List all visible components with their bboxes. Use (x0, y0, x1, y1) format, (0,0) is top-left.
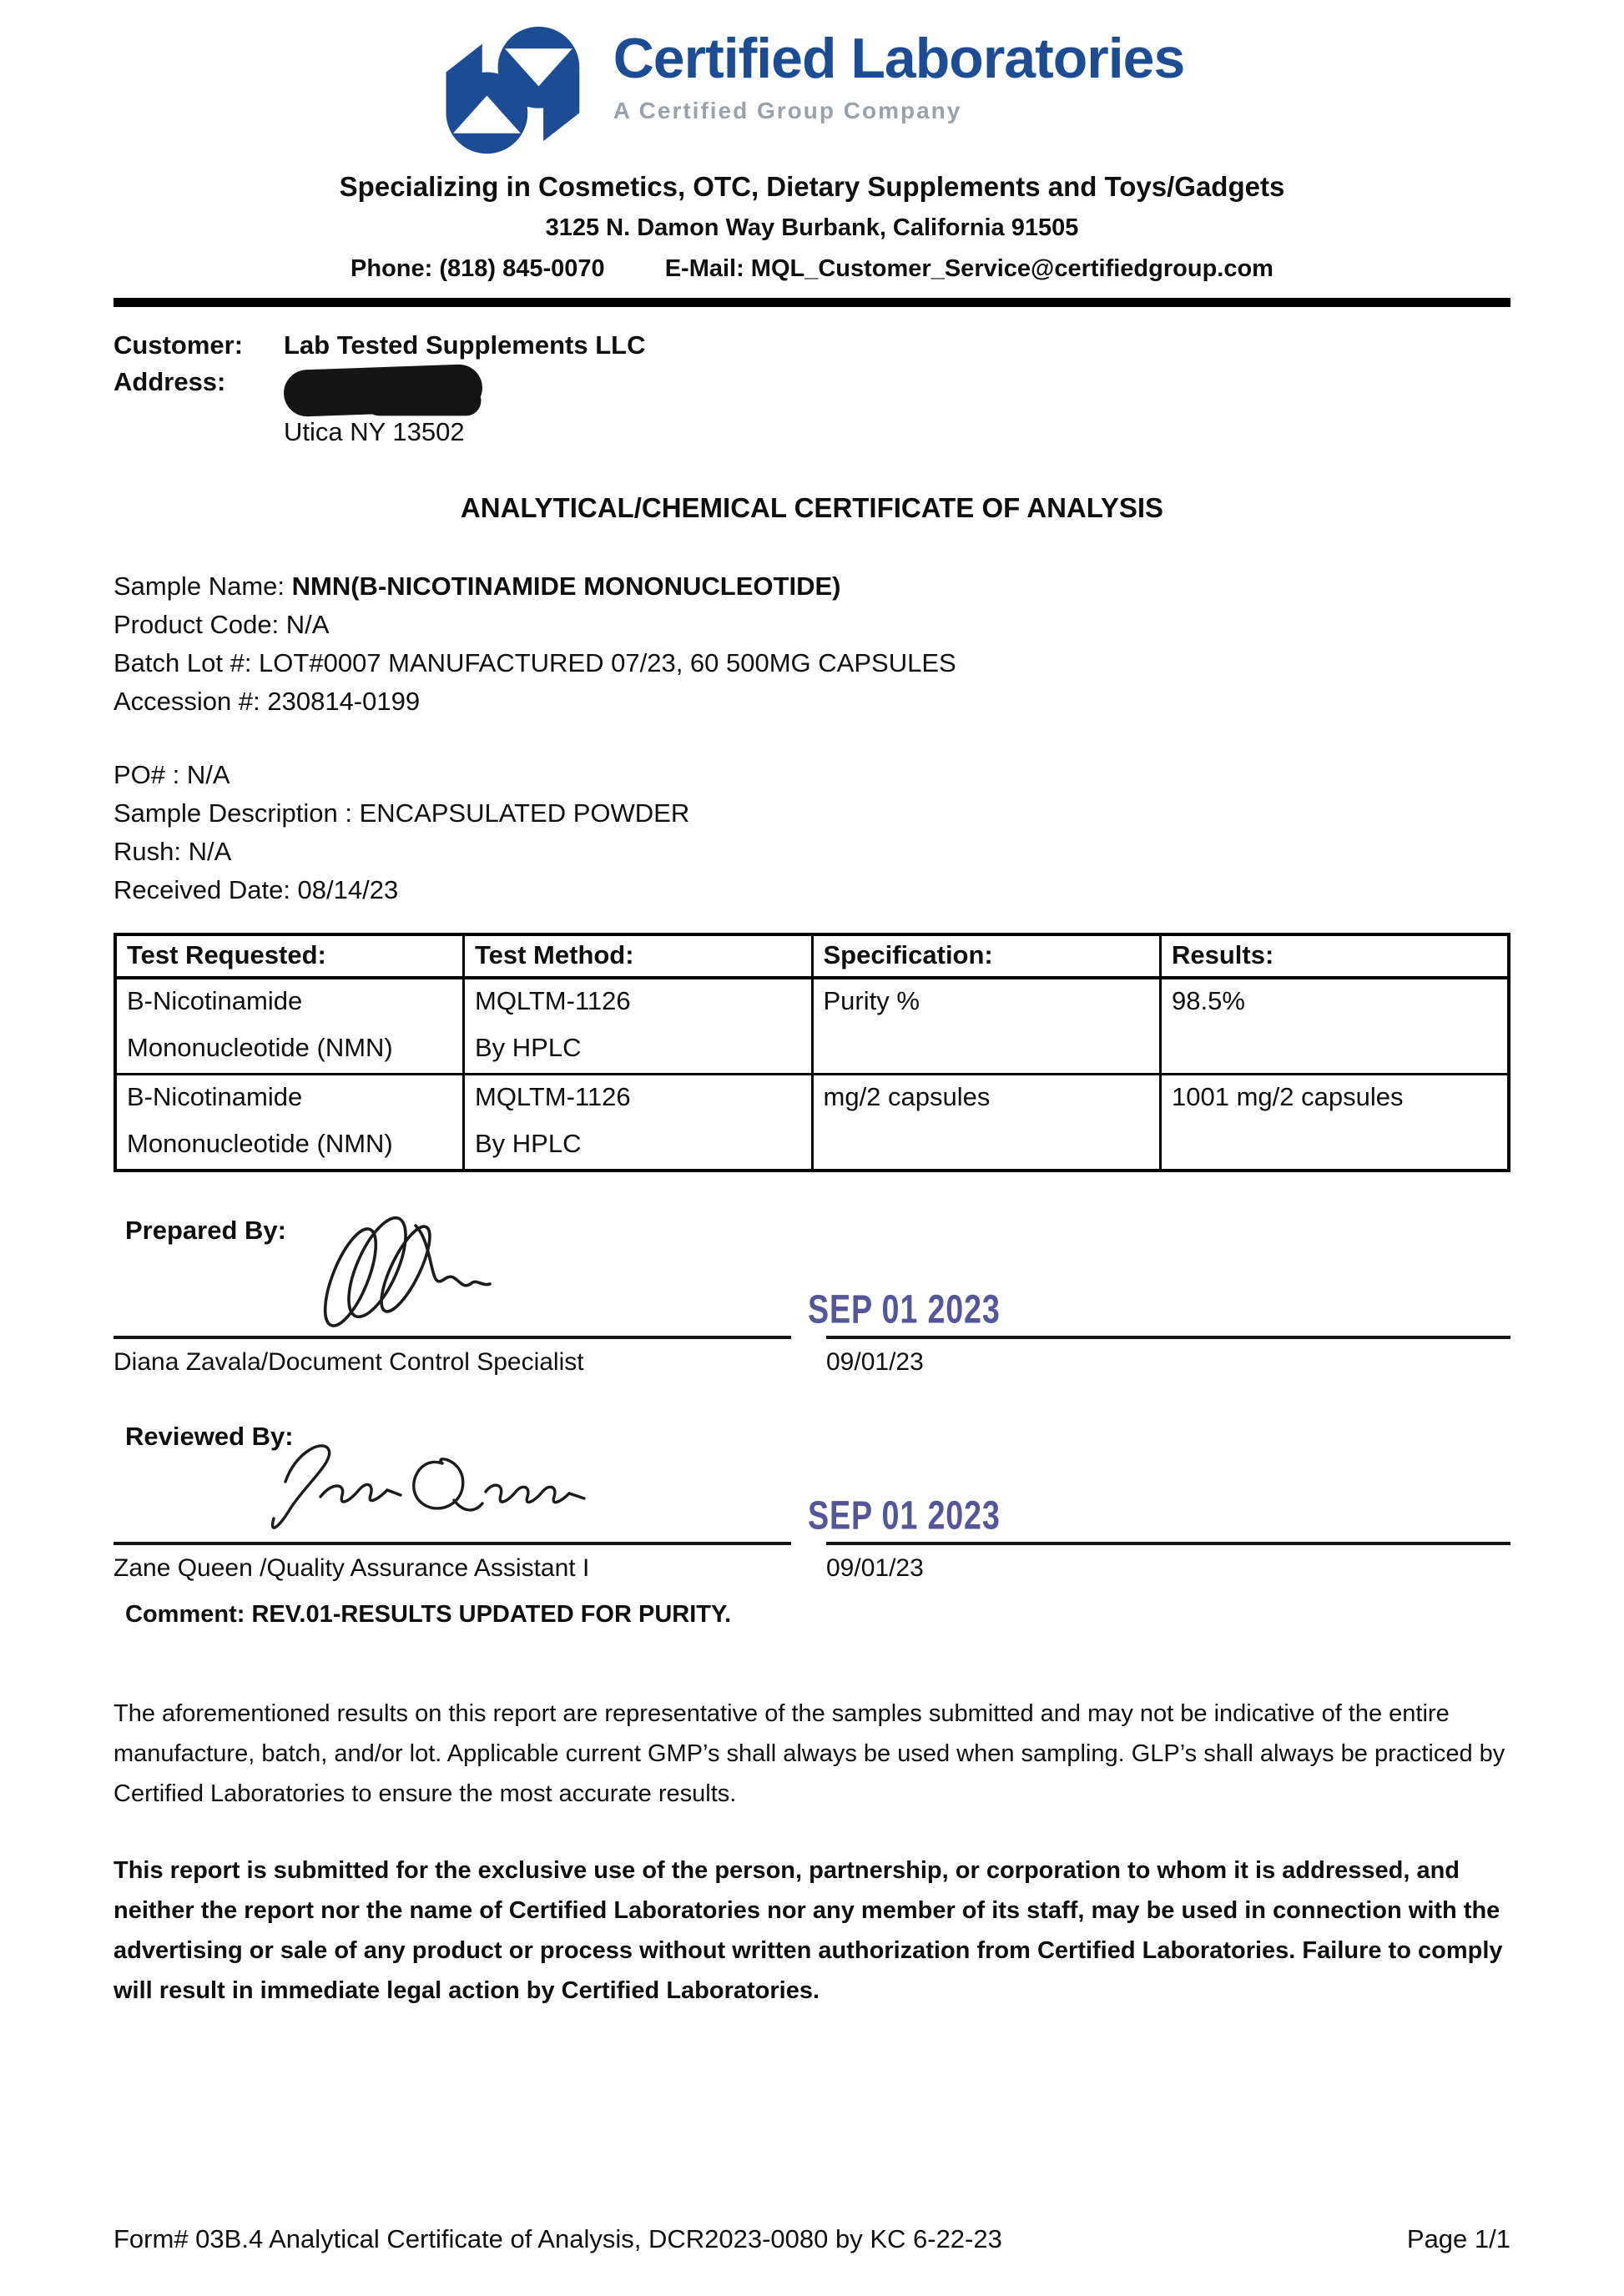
cell-result: 1001 mg/2 capsules (1161, 1075, 1510, 1171)
cell-specification: Purity % (812, 978, 1161, 1075)
reviewed-by-signature (262, 1417, 633, 1542)
sample-name-value: NMN(B-NICOTINAMIDE MONONUCLEOTIDE) (291, 571, 841, 601)
customer-label: Customer: (113, 330, 244, 360)
accession-line: Accession #: 230814-0199 (113, 687, 421, 716)
brand-row (440, 22, 1185, 160)
cell-test-requested: B-Nicotinamide Mononucleotide (NMN) (115, 1075, 464, 1171)
reviewed-date-stamp: SEP 01 2023 (808, 1492, 1001, 1538)
sample-name-line: Sample Name: NMN(B-NICOTINAMIDE MONONUCLEOTIDE) (113, 571, 841, 601)
specialization-line: Specializing in Cosmetics, OTC, Dietary Supplements and Toys/Gadgets (339, 171, 1285, 202)
prepared-by-block (113, 1212, 1511, 1378)
comment-line: Comment: REV.01-RESULTS UPDATED FOR PURITY. (125, 1601, 732, 1628)
product-code-line: Product Code: N/A (113, 610, 330, 639)
reviewed-by-label: Reviewed By: (125, 1422, 294, 1451)
email-label: E-Mail: MQL_Customer_Service@certifiedgroup.com (664, 255, 1273, 282)
header-divider-rule (113, 298, 1511, 307)
reviewed-date: 09/01/23 (826, 1554, 924, 1582)
batch-lot-line: Batch Lot #: LOT#0007 MANUFACTURED 07/23, 60 500MG CAPSULES (113, 648, 956, 677)
page-footer (113, 2224, 1511, 2254)
address-redaction (283, 364, 483, 417)
date-line (826, 1336, 1511, 1339)
table-header-test-method: Test Method: (464, 934, 813, 978)
prepared-by-label: Prepared By: (125, 1216, 286, 1245)
company-address-line: 3125 N. Damon Way Burbank, California 91505 (545, 214, 1079, 241)
letterhead (113, 0, 1511, 283)
customer-row (113, 327, 1511, 364)
reviewed-signer-name: Zane Queen /Quality Assurance Assistant I (113, 1554, 590, 1582)
table-header-test-requested: Test Requested: (115, 934, 464, 978)
rush-line: Rush: N/A (113, 837, 232, 866)
prepared-date: 09/01/23 (826, 1348, 924, 1376)
customer-block (113, 327, 1511, 451)
phone-label: Phone: (818) 845-0070 (351, 255, 605, 282)
cell-test-method: MQLTM-1126 By HPLC (464, 978, 813, 1075)
reviewed-by-block (113, 1418, 1511, 1629)
document-title: ANALYTICAL/CHEMICAL CERTIFICATE OF ANALYSIS (460, 492, 1164, 523)
cell-specification: mg/2 capsules (812, 1075, 1161, 1171)
received-date-line: Received Date: 08/14/23 (113, 875, 399, 904)
table-row (115, 978, 1509, 1075)
signature-line (113, 1542, 791, 1545)
prepared-date-stamp: SEP 01 2023 (808, 1286, 1001, 1332)
disclaimer-paragraph-legal: This report is submitted for the exclusive use of the person, partnership, or corporation to whom it is addressed, and neither the report nor the name of Certified Laboratories nor any member of its staff, may be used in connection with the advertising or sale of any product or process without written authorization from Certified Laboratories. Failure to comply will result in immediate legal action by Certified Laboratories. (113, 1857, 1503, 2004)
table-header-specification: Specification: (812, 934, 1161, 978)
cell-test-method: MQLTM-1126 By HPLC (464, 1075, 813, 1171)
date-line (826, 1542, 1511, 1545)
contact-line (113, 255, 1511, 283)
cell-test-requested: B-Nicotinamide Mononucleotide (NMN) (115, 978, 464, 1075)
brand-text (613, 22, 1185, 124)
address-row (113, 364, 1511, 414)
footer-form-number: Form# 03B.4 Analytical Certificate of Analysis, DCR2023-0080 by KC 6-22-23 (113, 2224, 1002, 2253)
prepared-by-signature (299, 1201, 512, 1338)
brand-tagline: A Certified Group Company (613, 98, 962, 124)
certified-laboratories-logo-icon (440, 22, 597, 160)
table-row (115, 1075, 1509, 1171)
po-line: PO# : N/A (113, 760, 230, 789)
footer-page-number: Page 1/1 (1406, 2224, 1511, 2253)
table-header-results: Results: (1161, 934, 1510, 978)
sample-description-line: Sample Description : ENCAPSULATED POWDER (113, 798, 690, 828)
table-header-row (115, 934, 1509, 978)
brand-name: Certified Laboratories (613, 27, 1185, 90)
customer-name: Lab Tested Supplements LLC (284, 330, 646, 360)
city-row (113, 414, 1511, 451)
disclaimer-paragraph-results: The aforementioned results on this report are representative of the samples submitted and may not be indicative of the entire manufacture, batch, and/or lot. Applicable current GMP’s shall always be used when sampling. GLP’s shall always be practiced by Certified Laboratories to ensure the most accurate results. (113, 1700, 1505, 1807)
address-label: Address: (113, 367, 226, 396)
results-table (113, 933, 1511, 1172)
cell-result: 98.5% (1161, 978, 1510, 1075)
prepared-signer-name: Diana Zavala/Document Control Specialist (113, 1348, 584, 1376)
sample-info-block (113, 567, 1511, 909)
customer-city: Utica NY 13502 (284, 417, 465, 446)
